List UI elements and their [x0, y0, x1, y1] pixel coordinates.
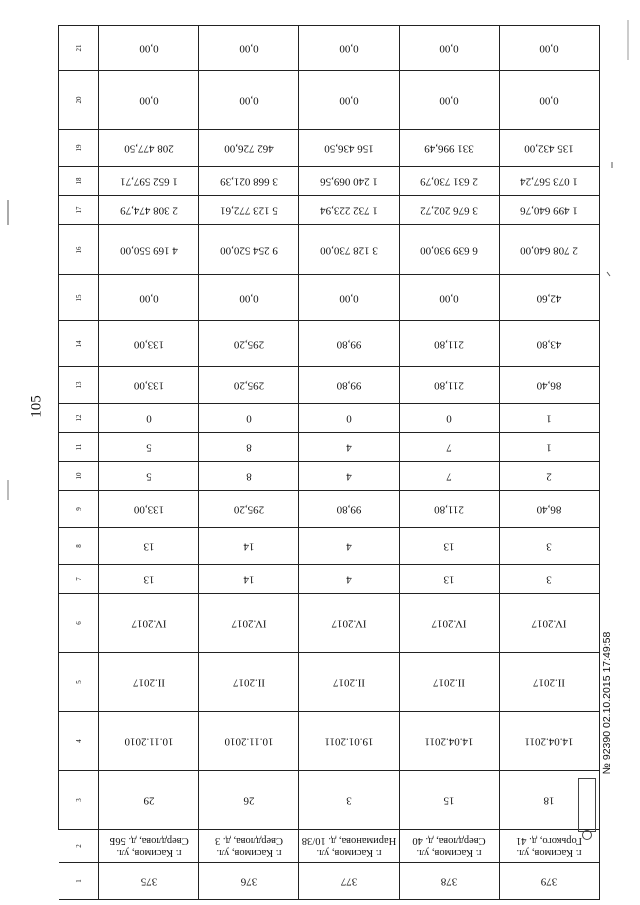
table-cell: 0,00 — [99, 275, 199, 321]
scan-speck — [607, 272, 610, 276]
column-header-19: 19 — [59, 130, 99, 167]
column-header-20: 20 — [59, 71, 99, 130]
table-cell: 14.04.2011 — [400, 712, 500, 771]
table-cell: 3 676 202,72 — [400, 196, 500, 225]
table-cell: 0,00 — [199, 275, 299, 321]
table-cell: IV.2017 — [400, 594, 500, 653]
column-header-6: 6 — [59, 594, 99, 653]
table-cell: 211,80 — [400, 321, 500, 367]
table-cell: 0,00 — [299, 26, 399, 71]
column-header-5: 5 — [59, 653, 99, 712]
table-cell: 375 — [99, 863, 199, 900]
table-cell: 3 668 021,39 — [199, 167, 299, 196]
column-header-2: 2 — [59, 830, 99, 863]
table-cell: 377 — [299, 863, 399, 900]
table-cell: 376 — [199, 863, 299, 900]
table-cell: 0,00 — [400, 275, 500, 321]
table-cell: 14 — [199, 528, 299, 565]
column-header-16: 16 — [59, 225, 99, 275]
table-cell: 13 — [400, 565, 500, 594]
table-cell: 379 — [500, 863, 600, 900]
table-cell: 0,00 — [299, 275, 399, 321]
table-cell: 9 254 520,00 — [199, 225, 299, 275]
table-cell: 0,00 — [199, 71, 299, 130]
column-header-10: 10 — [59, 462, 99, 491]
table-cell: IV.2017 — [99, 594, 199, 653]
table-cell: 3 — [500, 565, 600, 594]
column-header-14: 14 — [59, 321, 99, 367]
table-cell: 2 308 474,79 — [99, 196, 199, 225]
table-cell: 462 726,00 — [199, 130, 299, 167]
table-cell: 0,00 — [400, 71, 500, 130]
table-cell: 1 240 069,56 — [299, 167, 399, 196]
table-cell: 0,00 — [199, 26, 299, 71]
table-cell: г. Касимов, ул. Нариманова, д. 10/38 — [299, 830, 399, 863]
table-cell: 0 — [299, 404, 399, 433]
table-cell: 4 — [299, 433, 399, 462]
table-cell: 13 — [99, 528, 199, 565]
table-cell: 135 432,00 — [500, 130, 600, 167]
table-cell: 10.11.2010 — [199, 712, 299, 771]
page-number: 105 — [28, 395, 45, 418]
table-cell: г. Касимов, ул. Свердлова, д. 40 — [400, 830, 500, 863]
table-cell: 331 996,49 — [400, 130, 500, 167]
table-cell: II.2017 — [500, 653, 600, 712]
table-cell: г. Касимов, ул. Свердлова, д. 3 — [199, 830, 299, 863]
table-cell: 0,00 — [500, 26, 600, 71]
table-cell: 0 — [400, 404, 500, 433]
table-cell: 3 — [299, 771, 399, 830]
table-cell: 99,80 — [299, 321, 399, 367]
table-cell: IV.2017 — [199, 594, 299, 653]
column-header-15: 15 — [59, 275, 99, 321]
table-cell: 14 — [199, 565, 299, 594]
table-cell: 10.11.2010 — [99, 712, 199, 771]
column-header-11: 11 — [59, 433, 99, 462]
table-cell: 19.01.2011 — [299, 712, 399, 771]
table-cell: 2 — [500, 462, 600, 491]
table-cell: II.2017 — [299, 653, 399, 712]
table-cell: 2 708 640,00 — [500, 225, 600, 275]
table-cell: 2 631 730,79 — [400, 167, 500, 196]
column-header-8: 8 — [59, 528, 99, 565]
table-cell: IV.2017 — [299, 594, 399, 653]
table-cell: 133,00 — [99, 367, 199, 404]
table-cell: IV.2017 — [500, 594, 600, 653]
table-cell: 0 — [99, 404, 199, 433]
table-cell: 1 732 223,94 — [299, 196, 399, 225]
table-cell: 295,20 — [199, 367, 299, 404]
table-cell: 156 436,50 — [299, 130, 399, 167]
table-cell: 14.04.2011 — [500, 712, 600, 771]
table-cell: 211,80 — [400, 491, 500, 528]
apartment-building-table — [58, 25, 600, 888]
table-cell: 5 — [99, 433, 199, 462]
table-cell: 3 128 730,00 — [299, 225, 399, 275]
table-cell: II.2017 — [199, 653, 299, 712]
table-cell: 1 — [500, 433, 600, 462]
table-cell: 208 477,50 — [99, 130, 199, 167]
column-header-7: 7 — [59, 565, 99, 594]
table-cell: 0 — [199, 404, 299, 433]
table-cell: 133,00 — [99, 491, 199, 528]
table-cell: г. Касимов, ул. Свердлова, д. 56Б — [99, 830, 199, 863]
table-cell: 3 — [500, 528, 600, 565]
table-cell: 42,60 — [500, 275, 600, 321]
table-cell: 15 — [400, 771, 500, 830]
table-cell: 13 — [400, 528, 500, 565]
table-cell: 0,00 — [99, 26, 199, 71]
table-cell: 0,00 — [299, 71, 399, 130]
table-cell: 295,20 — [199, 321, 299, 367]
table-cell: 378 — [400, 863, 500, 900]
table-cell: 133,00 — [99, 321, 199, 367]
table-cell: 5 123 772,61 — [199, 196, 299, 225]
table-cell: 1 — [500, 404, 600, 433]
table-cell: 4 — [299, 462, 399, 491]
seal-logo — [578, 778, 596, 832]
table-cell: 13 — [99, 565, 199, 594]
table-cell: 1 499 640,76 — [500, 196, 600, 225]
table-cell: 18 — [500, 771, 600, 830]
table-cell: 8 — [199, 462, 299, 491]
column-header-12: 12 — [59, 404, 99, 433]
table-cell: г. Касимов, ул. Горького, д. 41 — [500, 830, 600, 863]
table-cell: 4 — [299, 528, 399, 565]
table-cell: 7 — [400, 433, 500, 462]
column-header-13: 13 — [59, 367, 99, 404]
table-cell: 43,80 — [500, 321, 600, 367]
table-cell: 5 — [99, 462, 199, 491]
column-header-17: 17 — [59, 196, 99, 225]
column-header-18: 18 — [59, 167, 99, 196]
table-cell: 1 652 597,71 — [99, 167, 199, 196]
table-cell: 8 — [199, 433, 299, 462]
table-cell: 0,00 — [400, 26, 500, 71]
table-cell: 211,80 — [400, 367, 500, 404]
table-cell: 6 639 930,00 — [400, 225, 500, 275]
table-cell: 86,40 — [500, 367, 600, 404]
table-cell: 1 073 567,24 — [500, 167, 600, 196]
table-cell: 0,00 — [99, 71, 199, 130]
column-header-21: 21 — [59, 26, 99, 71]
table-cell: 7 — [400, 462, 500, 491]
column-header-9: 9 — [59, 491, 99, 528]
seal-emblem-icon — [582, 830, 592, 840]
table-cell: 29 — [99, 771, 199, 830]
table-cell: 4 — [299, 565, 399, 594]
registration-stamp — [592, 575, 622, 830]
table-cell: 295,20 — [199, 491, 299, 528]
table-cell: 26 — [199, 771, 299, 830]
table-cell: 0,00 — [500, 71, 600, 130]
column-header-4: 4 — [59, 712, 99, 771]
table-cell: 4 169 550,00 — [99, 225, 199, 275]
table-cell: 99,80 — [299, 367, 399, 404]
table-cell: 86,40 — [500, 491, 600, 528]
table-cell: 99,80 — [299, 491, 399, 528]
table-cell: II.2017 — [400, 653, 500, 712]
table-cell: II.2017 — [99, 653, 199, 712]
column-header-1: 1 — [59, 863, 99, 900]
column-header-3: 3 — [59, 771, 99, 830]
registration-stamp-text: № 92390 02.10.2015 17:49:58 — [601, 631, 613, 774]
